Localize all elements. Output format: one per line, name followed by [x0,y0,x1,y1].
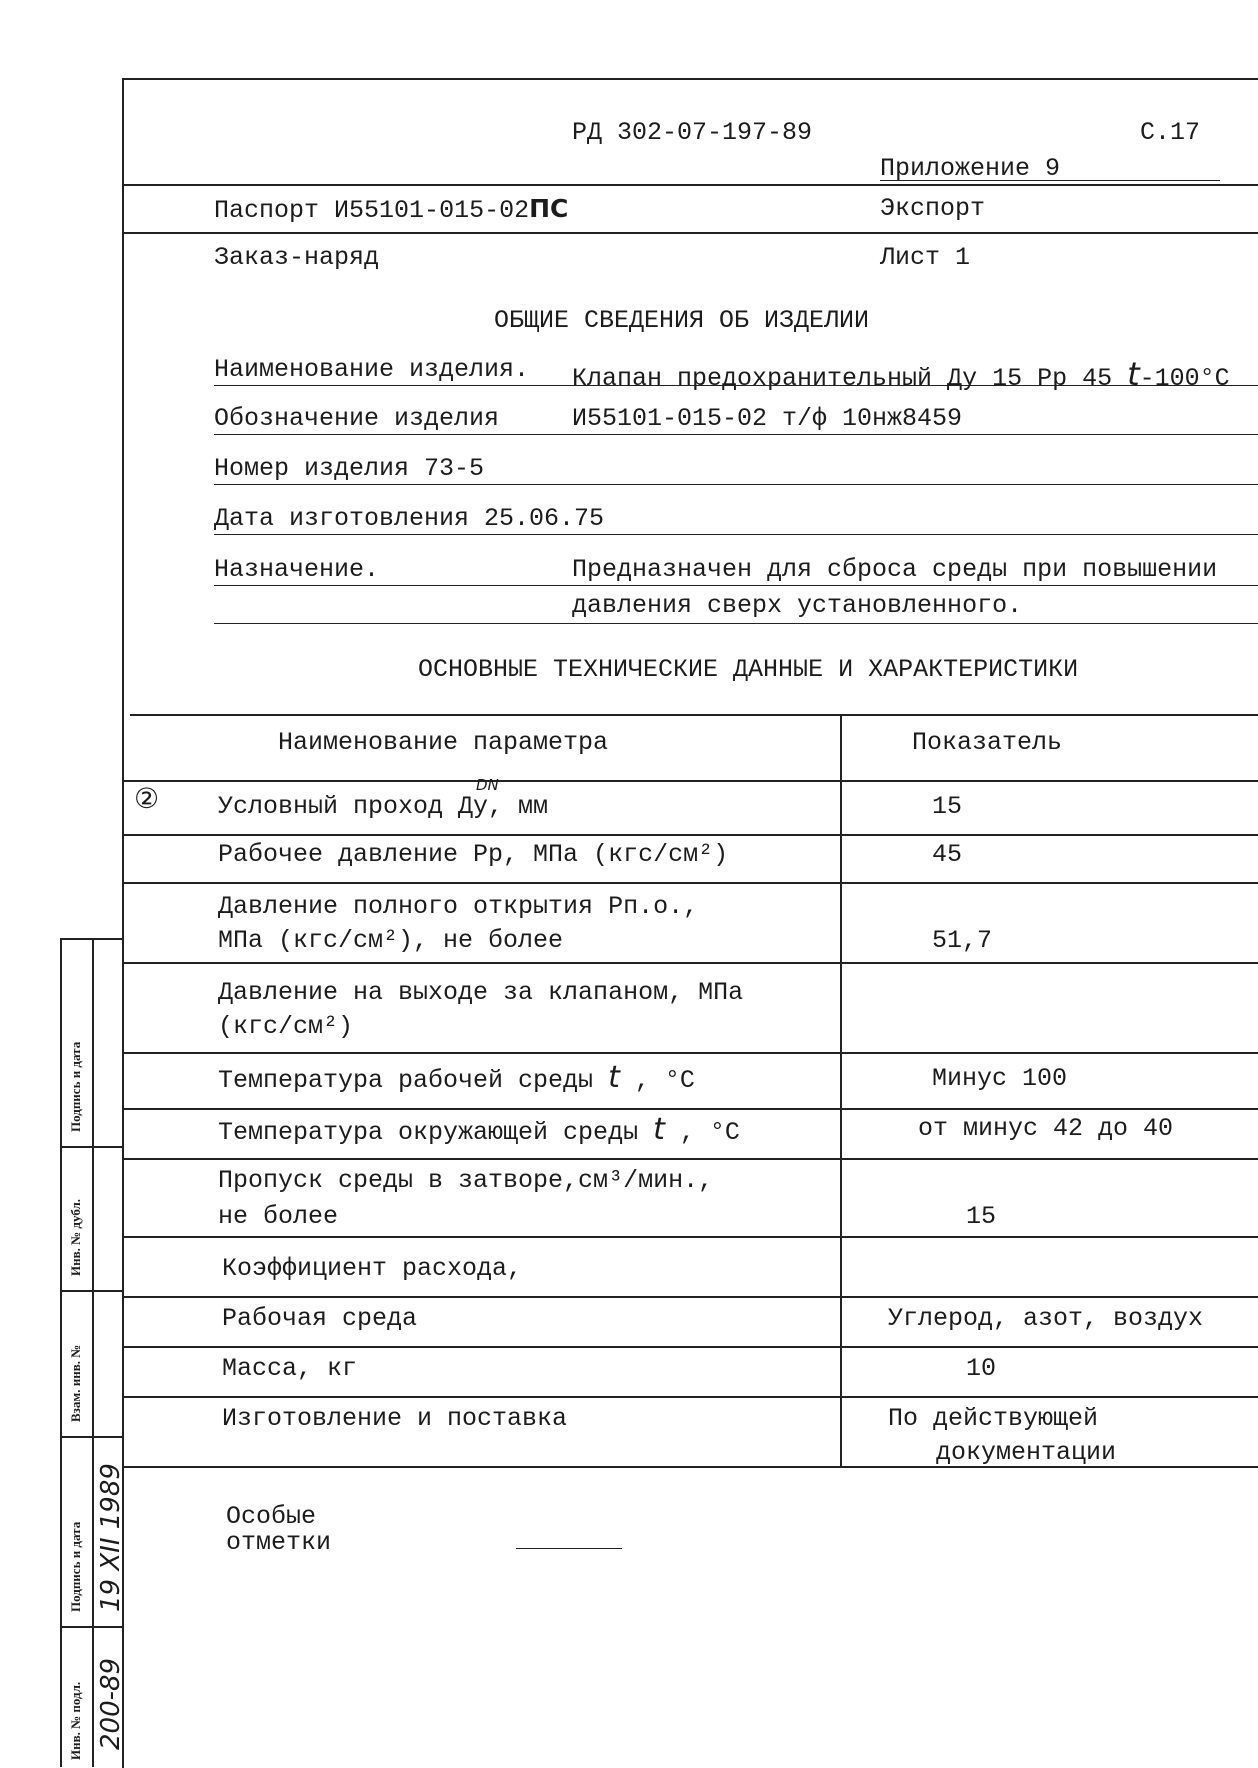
product-temp-value: -100°C [1139,364,1230,393]
product-name-value [572,355,1230,393]
row-supply-value-2: документации [936,1438,1117,1467]
margin-frame-left [60,938,62,1767]
row-supply-label: Изготовление и поставка [222,1404,568,1433]
row-work-temp-label [218,1060,695,1095]
row-work-temp-value: Минус 100 [932,1064,1068,1093]
work-temp-symbol: t [608,1060,620,1095]
row-divider-10 [122,1396,1258,1398]
margin-replace-inventory: Взам. инв. № [68,1344,83,1422]
purpose-label: Назначение. [214,555,380,584]
row-amb-temp-value: от минус 42 до 40 [918,1114,1174,1143]
row-pressure-label: Рабочее давление Рр, МПа (кгс/см²) [218,840,729,869]
margin-duplicate-inventory: Инв. № дубл. [68,1198,83,1276]
sheet-label: Лист 1 [880,243,971,272]
circled-mark: ② [134,782,160,815]
passport-label: Паспорт [214,196,320,225]
special-notes-line-2: отметки [226,1528,332,1557]
product-temp-symbol: t [1127,355,1140,393]
order-label: Заказ-наряд [214,243,380,272]
row-divider-2 [122,882,1258,884]
product-name-text: Клапан предохранительный Ду 15 Рр 45 [572,364,1113,393]
product-number-underline [214,484,1258,485]
row-divider-1 [122,834,1258,836]
row-supply-value-1: По действующей [888,1404,1099,1433]
margin-sign-date-2: Подпись и дата [68,1521,83,1612]
row-divider-5 [122,1108,1258,1110]
passport-line [214,194,568,225]
designation-label: Обозначение изделия [214,404,500,433]
row-full-open-line-2: МПа (кгс/см²), не более [218,926,564,955]
row-passage-value: 15 [932,792,963,821]
table-column-divider [840,714,842,1466]
designation-underline [214,434,1258,435]
row-amb-temp-label [218,1112,740,1147]
work-temp-text: Температура рабочей среды [218,1066,594,1095]
header-divider [122,184,1258,186]
margin-handwritten-inventory: 200-89 [96,1657,126,1750]
manufacture-date-underline [214,534,1258,535]
amb-temp-text: Температура окружающей среды [218,1118,639,1147]
top-border [122,78,1258,80]
page-number: С.17 [1140,118,1201,147]
row-divider-3 [122,962,1258,964]
table-header-divider [122,780,1258,782]
technical-title: ОСНОВНЫЕ ТЕХНИЧЕСКИЕ ДАННЫЕ И ХАРАКТЕРИСТИКИ [418,655,1079,684]
column-header-parameter: Наименование параметра [278,728,609,757]
row-leak-value: 15 [966,1202,997,1231]
appendix-underline [880,180,1220,181]
column-header-value: Показатель [912,728,1063,757]
row-divider-8 [122,1296,1258,1298]
row-divider-4 [122,1052,1258,1054]
row-outlet-line-2: (кгс/см²) [218,1012,354,1041]
passport-suffix: ПС [529,194,569,223]
passport-number: И55101-015-02 [334,196,530,225]
row-outlet-line-1: Давление на выходе за клапаном, МПа [218,978,744,1007]
purpose-line-2: давления сверх установленного. [572,591,1023,620]
table-bottom-border [122,1466,1258,1468]
row-passage-label: Условный проход Ду, мм [218,792,549,821]
purpose-line-1: Предназначен для сброса среды при повышении [572,555,1218,584]
row-full-open-value: 51,7 [932,926,993,955]
amb-temp-unit: , °С [679,1118,740,1147]
manufacture-date: Дата изготовления 25.06.75 [214,504,605,533]
row-medium-label: Рабочая среда [222,1304,418,1333]
row-divider-9 [122,1346,1258,1348]
table-top-border [130,714,1258,716]
row-divider-7 [122,1236,1258,1238]
passport-divider [122,232,1258,234]
dn-correction-note: DN [476,776,499,794]
general-info-title: ОБЩИЕ СВЕДЕНИЯ ОБ ИЗДЕЛИИ [494,306,870,335]
amb-temp-symbol: t [653,1112,665,1147]
row-leak-line-2: не более [218,1202,339,1231]
row-divider-6 [122,1158,1258,1160]
product-name-label: Наименование изделия. [214,355,530,384]
special-notes-line-1: Особые [226,1502,317,1531]
margin-sep-4 [60,1626,122,1628]
margin-handwritten-date: 19 XII 1989 [96,1463,126,1612]
margin-sep-3 [60,1436,122,1438]
margin-frame-middle [92,938,94,1767]
row-full-open-line-1: Давление полного открытия Рп.о., [218,892,699,921]
row-coeff-label: Коэффициент расхода, [222,1254,523,1283]
purpose-underline-2 [214,623,1258,624]
margin-sep-2 [60,1290,122,1292]
row-mass-label: Масса, кг [222,1354,358,1383]
row-pressure-value: 45 [932,840,963,869]
row-mass-value: 10 [966,1354,997,1383]
designation-value: И55101-015-02 т/ф 10нж8459 [572,404,963,433]
margin-sign-date-1: Подпись и дата [68,1041,83,1132]
document-code: РД 302-07-197-89 [572,118,813,147]
work-temp-unit: , °С [634,1066,695,1095]
notes-dash [516,1548,622,1549]
row-medium-value: Углерод, азот, воздух [888,1304,1204,1333]
appendix-label: Приложение 9 [880,154,1061,183]
margin-frame-top [60,938,122,940]
row-leak-line-1: Пропуск среды в затворе,см³/мин., [218,1166,714,1195]
product-name-underline [214,385,1258,386]
margin-sep-1 [60,1146,122,1148]
purpose-underline-1 [214,585,1258,586]
product-number: Номер изделия 73-5 [214,454,485,483]
margin-original-inventory: Инв. № подл. [68,1681,83,1760]
export-label: Экспорт [880,194,986,223]
